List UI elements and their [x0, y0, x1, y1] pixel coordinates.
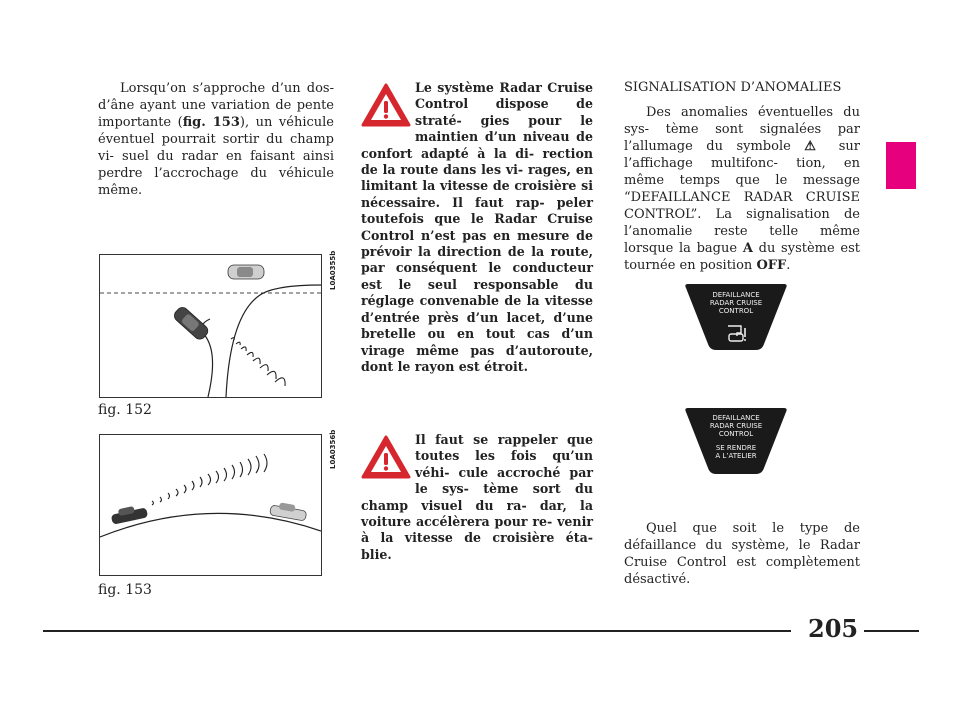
- footer-rule-left: [43, 630, 791, 632]
- failure-symbol-icon: ⚠: [804, 139, 826, 154]
- car-ahead-icon: [270, 501, 308, 521]
- footer-rule-right: [864, 630, 919, 632]
- fig152-label: fig. 152: [98, 402, 152, 418]
- car-own-icon: [172, 305, 210, 342]
- fig152-code: L0A0355b: [329, 250, 337, 290]
- warning1-text: [361, 80, 593, 375]
- radar-failure-icon: [725, 324, 749, 344]
- anomaly-text-end: .: [786, 258, 791, 273]
- hill-road-illustration: [100, 435, 321, 575]
- figure-152: [99, 254, 322, 398]
- ring-label: A: [742, 241, 753, 256]
- curve-road-illustration: [100, 255, 321, 397]
- fig153-label: fig. 153: [98, 582, 152, 598]
- anomaly-text-2: sur l’affichage multifonc- tion, en même temps que le message “DEFAILLANCE RADAR CRUISE CONTROL”. La signalisation de l’anomalie reste telle même lorsque la bague: [624, 139, 860, 256]
- radar-beam-icon: [152, 454, 267, 505]
- multifunction-display-1: [684, 284, 788, 350]
- intro-paragraph: [98, 80, 334, 199]
- display1-line1: DEFAILLANCE: [712, 291, 760, 299]
- intro-text-2: ), un véhicule éventuel pourrait sortir du champ vi- suel du radar en faisant ainsi perdre l’accrochage du véhicule même.: [98, 115, 334, 198]
- display2-line4: SE RENDRE: [715, 444, 757, 452]
- figure-153: [99, 434, 322, 576]
- display1-line3: CONTROL: [718, 307, 754, 315]
- page-number: 205: [808, 614, 859, 643]
- car-ahead-icon: [228, 265, 264, 279]
- fig-reference: fig. 153: [182, 115, 240, 130]
- fig153-code: L0A0356b: [329, 429, 337, 469]
- warning2-text: [361, 432, 593, 563]
- display2-line2: RADAR CRUISE: [709, 422, 763, 430]
- radar-beam-icon: [231, 338, 285, 386]
- intro-text-1: Lorsqu’on s’approche d’un dos- d’âne ayant une variation de pente importante (: [98, 81, 334, 130]
- anomaly-paragraph: [624, 104, 860, 274]
- chapter-tab: [886, 142, 916, 189]
- display2-line3: CONTROL: [718, 430, 754, 438]
- display2-line1: DEFAILLANCE: [712, 414, 760, 422]
- deactivation-text: Quel que soit le type de défaillance du système, le Radar Cruise Control est complètement désactivé.: [624, 521, 860, 587]
- multifunction-display-2: [684, 408, 788, 474]
- display1-line2: RADAR CRUISE: [709, 299, 763, 307]
- anomaly-text-1: Des anomalies éventuelles du sys- tème sont signalées par l’allumage du symbole: [624, 105, 860, 154]
- off-label: OFF: [756, 258, 787, 273]
- anomaly-text-3: du système est tournée en position: [624, 241, 860, 273]
- car-own-icon: [110, 504, 148, 525]
- anomaly-heading: SIGNALISATION D’ANOMALIES: [624, 80, 842, 95]
- warning1-body: Le système Radar Cruise Control dispose de straté- gies pour le maintien d’un niveau de confort adapté à la di- rection de la route dans les vi- rages, en limitant la vitesse de croisière si nécessaire. Il faut rap- peler toutefois que le Radar Cruise Control n’est pas en mesure de prévoir la direction de la route, par conséquent le conducteur est le seul responsable du réglage convenable de la vitesse d’entrée près d’un lacet, d’une bretelle ou en tout cas d’un virage même pas d’autoroute, dont le rayon est étroit.: [361, 80, 593, 374]
- warning2-body: Il faut se rappeler que toutes les fois qu’un véhi- cule accroché par le sys- tème sort du champ visuel du ra- dar, la voiture accélèrera pour re- venir à la vitesse de croisière éta- blie.: [361, 432, 593, 562]
- deactivation-paragraph: [624, 520, 860, 588]
- display2-line5: A L’ATELIER: [715, 452, 757, 460]
